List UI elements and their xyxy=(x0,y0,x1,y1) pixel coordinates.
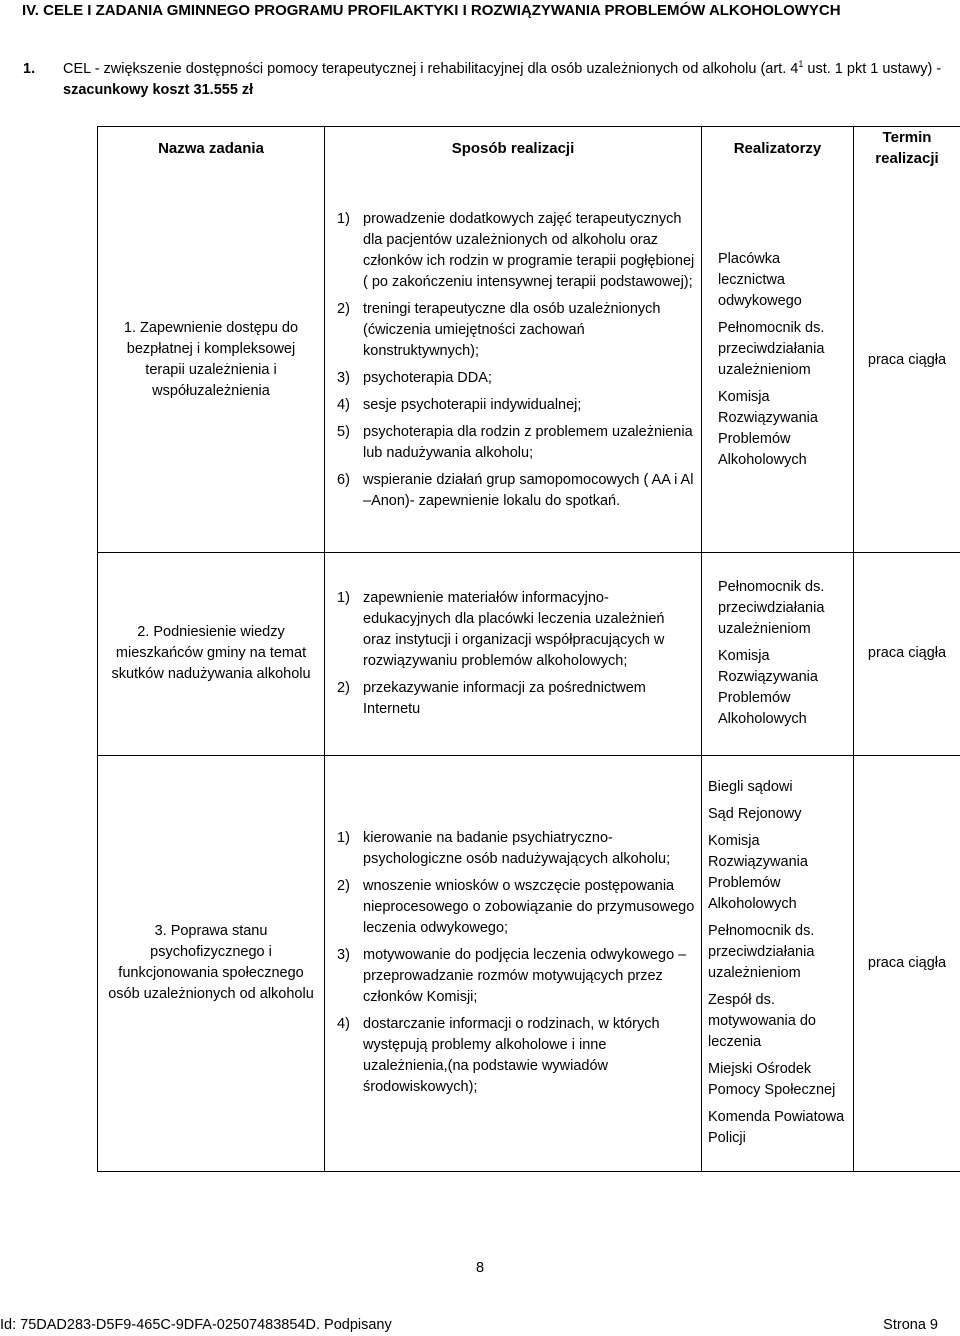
list-item: 2) treningi terapeutyczne dla osób uzależnionych (ćwiczenia umiejętności zachowań konstruktywnych); xyxy=(337,300,661,359)
goal-text-a: CEL - zwiększenie dostępności pomocy terapeutycznej i rehabilitacyjnej dla osób uzależnionych od alkoholu (art. 4 xyxy=(63,61,799,77)
implementers-cell xyxy=(702,755,854,1171)
implementer: Zespół ds. motywowania do leczenia xyxy=(708,992,816,1050)
footer-id: Id: 75DAD283-D5F9-465C-9DFA-02507483854D. Podpisany xyxy=(0,1317,392,1333)
implementer: Pełnomocnik ds. przeciwdziałania uzależnieniom xyxy=(718,579,825,637)
list-item: 2) przekazywanie informacji za pośrednictwem Internetu xyxy=(337,679,646,717)
method-cell xyxy=(325,755,702,1171)
task-cell xyxy=(98,169,325,552)
implementers-cell xyxy=(702,552,854,755)
task-number: 1. xyxy=(123,320,137,337)
task-cell xyxy=(98,755,325,1171)
implementer: Biegli sądowi xyxy=(708,779,793,795)
implementer: Komisja Rozwiązywania Problemów Alkoholowych xyxy=(718,389,818,469)
list-item: 3) psychoterapia DDA; xyxy=(337,369,492,386)
implementer: Komisja Rozwiązywania Problemów Alkoholowych xyxy=(718,648,818,727)
table-header-row xyxy=(98,127,960,170)
method-list xyxy=(325,209,701,512)
task-number: 3. xyxy=(154,923,167,939)
list-item: 1) kierowanie na badanie psychiatryczno-psychologiczne osób nadużywających alkoholu; xyxy=(337,830,671,867)
implementer: Pełnomocnik ds. przeciwdziałania uzależnieniom xyxy=(718,320,825,379)
list-item: 4) dostarczanie informacji o rodzinach, w których występują problemy alkoholowe i inne uzależnienia,(na podstawie wywiadów środowiskowych); xyxy=(337,1016,660,1095)
list-item: 1) prowadzenie dodatkowych zajęć terapeutycznych dla pacjentów uzależnionych od alkoholu oraz członków ich rodzin w programie terapii pogłębionej ( po zakończeniu intensywnej terapii podstawowej); xyxy=(337,210,695,290)
list-item: 1) zapewnienie materiałów informacyjno-edukacyjnych dla placówki leczenia uzależnień oraz instytucji i organizacji współpracujących w rozwiązywaniu problemów alkoholowych; xyxy=(337,589,665,669)
method-cell xyxy=(325,552,702,755)
list-item: 3) motywowanie do podjęcia leczenia odwykowego – przeprowadzanie rozmów motywujących przez członków Komisji; xyxy=(337,947,687,1005)
implementer: Komisja Rozwiązywania Problemów Alkoholowych xyxy=(708,833,808,912)
header-task: Nazwa zadania xyxy=(98,127,325,170)
task-number: 2. xyxy=(137,624,150,640)
header-implementers: Realizatorzy xyxy=(702,127,854,170)
list-item: 4) sesje psychoterapii indywidualnej; xyxy=(337,396,582,413)
list-item: 2) wnoszenie wniosków o wszczęcie postępowania nieprocesowego o zobowiązanie do przymusowego leczenia odwykowego; xyxy=(337,878,695,936)
goal-text-b: ust. 1 pkt 1 ustawy) - xyxy=(803,61,942,77)
implementer: Komenda Powiatowa Policji xyxy=(708,1109,845,1146)
footer-page: Strona 9 xyxy=(883,1317,938,1333)
tasks-table xyxy=(97,126,960,1172)
task-name: Podniesienie wiedzy mieszkańców gminy na temat skutków nadużywania alkoholu xyxy=(111,624,311,682)
task-name: Poprawa stanu psychofizycznego i funkcjonowania społecznego osób uzależnionych od alkoholu xyxy=(108,923,314,1002)
page-number: 8 xyxy=(475,1260,485,1276)
method-cell xyxy=(325,169,702,552)
implementer: Placówka lecznictwa odwykowego xyxy=(718,251,802,310)
implementers-cell xyxy=(702,169,854,552)
goal-cost: szacunkowy koszt 31.555 zł xyxy=(63,82,254,98)
implementer: Miejski Ośrodek Pomocy Społecznej xyxy=(708,1061,836,1098)
implementer: Pełnomocnik ds. przeciwdziałania uzależnieniom xyxy=(708,923,815,981)
goal-paragraph xyxy=(23,59,951,101)
term-cell: praca ciągła xyxy=(854,169,960,552)
table-row xyxy=(98,755,960,1171)
task-name: Zapewnienie dostępu do bezpłatnej i kompleksowej terapii uzależnienia i współuzależnienia xyxy=(126,320,299,400)
method-list xyxy=(325,588,701,720)
method-list xyxy=(325,828,701,1098)
term-cell: praca ciągła xyxy=(854,755,960,1171)
table-row xyxy=(98,552,960,755)
goal-number: 1. xyxy=(23,61,36,77)
goal-sup: 1 xyxy=(798,59,804,70)
list-item: 6) wspieranie działań grup samopomocowych ( AA i Al –Anon)- zapewnienie lokalu do spotkań. xyxy=(337,471,694,509)
term-cell: praca ciągła xyxy=(854,552,960,755)
table-row xyxy=(98,169,960,552)
header-term: Termin realizacji xyxy=(854,127,960,170)
task-cell xyxy=(98,552,325,755)
implementer: Sąd Rejonowy xyxy=(708,806,802,822)
section-title: IV. CELE I ZADANIA GMINNEGO PROGRAMU PROFILAKTYKI I ROZWIĄZYWANIA PROBLEMÓW ALKOHOLOWYCH xyxy=(22,2,841,19)
header-method: Sposób realizacji xyxy=(325,127,702,170)
list-item: 5) psychoterapia dla rodzin z problemem uzależnienia lub nadużywania alkoholu; xyxy=(337,423,693,461)
